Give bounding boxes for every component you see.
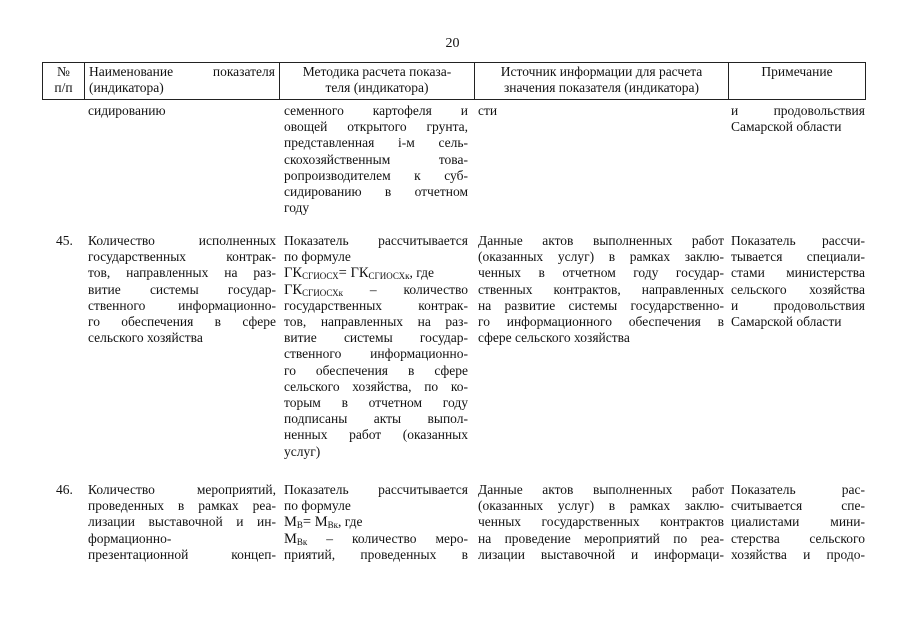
text-line: Данные актов выполненных работ xyxy=(478,233,724,248)
text-line: ченных в отчетном году государ- xyxy=(478,265,724,281)
text-line: Самарской области xyxy=(731,314,842,330)
text-line: ченных государственных контрактов xyxy=(478,514,724,530)
text-line: семенного картофеля и xyxy=(284,103,468,118)
row45-name-cell xyxy=(88,233,276,346)
cont-source-line: сти xyxy=(478,103,498,118)
header-number-line2: п/п xyxy=(54,80,73,95)
header-method xyxy=(280,63,475,100)
text-line: циалистами мини- xyxy=(731,514,865,530)
text-line: и продовольствия xyxy=(731,103,865,118)
header-indicator-name-line1: Наименование показателя xyxy=(89,64,275,79)
text-line: стерства сельского xyxy=(731,530,865,546)
text-line: хозяйства и продо- xyxy=(731,546,865,562)
text-line: сельского хозяйства, по ко- xyxy=(284,378,468,394)
row46-source-cell xyxy=(478,482,724,563)
row46-def-symbol: М xyxy=(284,530,297,547)
row45-formula xyxy=(284,265,468,281)
header-number-line1: № xyxy=(57,64,70,79)
cont-note-cell xyxy=(731,103,865,135)
text-line: ственных контрактов, направленных xyxy=(478,281,724,297)
cont-name-line: сидированию xyxy=(88,103,166,118)
text-line: ропроизводителем к суб- xyxy=(284,167,468,183)
row45-formula-lhs: ГК xyxy=(284,265,303,282)
text-line: лизации выставочной и ин- xyxy=(88,514,276,530)
row45-number: 45. xyxy=(56,233,73,248)
row45-note-cell xyxy=(731,233,865,330)
row45-method-cell xyxy=(284,233,468,460)
text-line: Количество мероприятий, xyxy=(88,482,276,497)
text-line: Показатель рассчи- xyxy=(731,233,865,248)
row46-method-line1: Показатель рассчитывается xyxy=(284,482,468,497)
row46-method-rest xyxy=(284,547,468,563)
text-line: и продовольствия xyxy=(731,297,865,313)
header-row xyxy=(43,63,866,100)
text-line: (оказанных услуг) в рамках заклю- xyxy=(478,249,724,265)
row45-formula-lhs-sub: СГИОСХ xyxy=(302,271,339,282)
text-line: тов, направленных на раз- xyxy=(284,314,468,330)
header-source-line2: значения показателя (индикатора) xyxy=(503,80,700,95)
text-line: услуг) xyxy=(284,443,321,459)
header-method-line1: Методика расчета показа- xyxy=(302,64,452,79)
text-line: презентационной концеп- xyxy=(88,546,276,562)
table-header xyxy=(42,62,866,100)
text-line: сидированию в отчетном xyxy=(284,184,468,200)
row46-formula xyxy=(284,514,468,530)
text-line: ненных работ (оказанных xyxy=(284,427,468,443)
header-number xyxy=(43,63,85,100)
row45-method-line2: по формуле xyxy=(284,249,351,265)
text-line: сфере сельского хозяйства xyxy=(478,330,630,346)
row45-def-text: – количество xyxy=(343,281,468,297)
text-line: овощей открытого грунта, xyxy=(284,119,468,135)
row45-formula-tail: , где xyxy=(409,265,434,281)
text-line: сельского хозяйства xyxy=(88,330,203,346)
text-line: считывается спе- xyxy=(731,498,865,514)
header-indicator-name-line2: (индикатора) xyxy=(89,80,164,95)
row45-method-rest xyxy=(284,298,468,460)
row46-note-cell xyxy=(731,482,865,563)
row45-formula-eq: = ГК xyxy=(338,265,369,282)
text-line: году xyxy=(284,200,310,216)
text-line: государственных контрак- xyxy=(88,249,276,265)
text-line: лизации выставочной и информаци- xyxy=(478,546,724,562)
row45-def-sub: СГИОСХк xyxy=(302,287,344,298)
cont-name-cell xyxy=(88,103,276,119)
header-indicator-name xyxy=(85,63,280,100)
text-line: Количество исполненных xyxy=(88,233,276,248)
text-line: приятий, проведенных в xyxy=(284,546,468,562)
header-note: Примечание xyxy=(729,63,866,100)
row46-def-text: – количество меро- xyxy=(307,530,468,546)
row46-formula-lhs-sub: В xyxy=(296,520,303,531)
header-source xyxy=(475,63,729,100)
text-line: витие системы государ- xyxy=(284,330,468,346)
row45-definition xyxy=(284,282,468,298)
header-source-line1: Источник информации для расчета xyxy=(500,64,703,79)
row46-def-sub: Вк xyxy=(296,536,308,547)
row46-method-cell xyxy=(284,482,468,563)
text-line: го обеспечения в сфере xyxy=(284,362,468,378)
text-line: скохозяйственным това- xyxy=(284,151,468,167)
row46-formula-eq: = М xyxy=(302,514,328,531)
text-line: Самарской области xyxy=(731,119,842,135)
text-line: ственного информационно- xyxy=(284,346,468,362)
row45-method-line1: Показатель рассчитывается xyxy=(284,233,468,248)
row46-name-cell xyxy=(88,482,276,563)
cont-source-cell xyxy=(478,103,724,119)
text-line: ственного информационно- xyxy=(88,297,276,313)
text-line: тов, направленных на раз- xyxy=(88,265,276,281)
text-line: представленная i-м сель- xyxy=(284,135,468,151)
text-line: формационно- xyxy=(88,530,172,546)
text-line: проведенных в рамках реа- xyxy=(88,498,276,514)
text-line: го информационного обеспечения в xyxy=(478,314,724,330)
text-line: Данные актов выполненных работ xyxy=(478,482,724,497)
row46-definition xyxy=(284,531,468,547)
cont-method-cell xyxy=(284,103,468,216)
row46-method-line2: по формуле xyxy=(284,498,351,514)
row46-formula-rhs-sub: Вк xyxy=(327,520,339,531)
text-line: подписаны акты выпол- xyxy=(284,411,468,427)
text-line: витие системы государ- xyxy=(88,281,276,297)
row46-number: 46. xyxy=(56,482,73,497)
page-number: 20 xyxy=(445,36,460,51)
row45-source-cell xyxy=(478,233,724,346)
text-line: тывается специали- xyxy=(731,249,865,265)
row46-formula-lhs: М xyxy=(284,514,297,531)
text-line: государственных контрак- xyxy=(284,297,468,313)
text-line: торым в отчетном году xyxy=(284,395,468,411)
text-line: на проведение мероприятий по реа- xyxy=(478,530,724,546)
text-line: сельского хозяйства xyxy=(731,281,865,297)
row46-formula-tail: , где xyxy=(338,514,363,530)
text-line: на развитие системы государственно- xyxy=(478,297,724,313)
text-line: стами министерства xyxy=(731,265,865,281)
text-line: (оказанных услуг) в рамках заклю- xyxy=(478,498,724,514)
row45-formula-rhs-sub: СГИОСХк xyxy=(368,271,410,282)
text-line: Показатель рас- xyxy=(731,482,865,497)
header-method-line2: теля (индикатора) xyxy=(325,80,429,95)
text-line: го обеспечения в сфере xyxy=(88,314,276,330)
row45-def-symbol: ГК xyxy=(284,281,303,298)
